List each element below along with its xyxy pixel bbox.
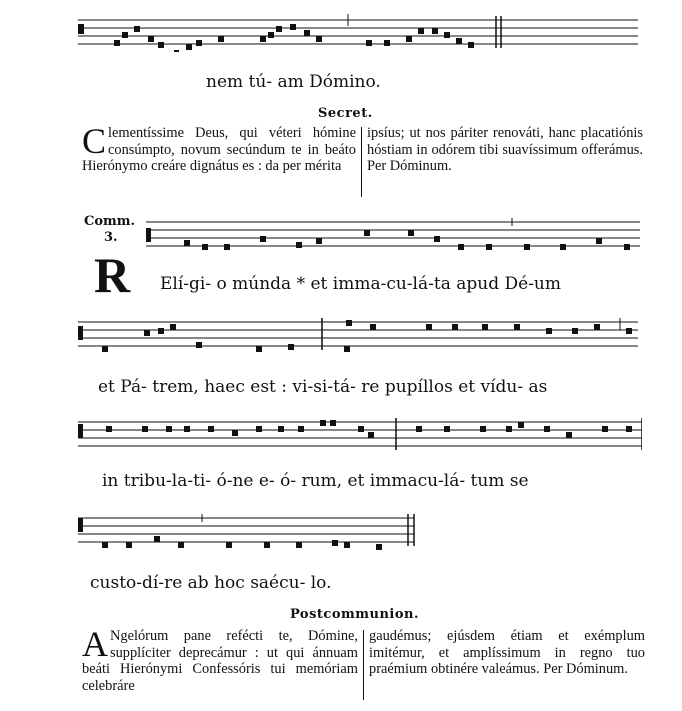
chant-staff-2 bbox=[146, 218, 642, 256]
secret-right-text: ipsíus; ut nos páriter renováti, hanc placatiónis hóstiam in odórem tibi suavíssimum offerámus. Per Dóminum. bbox=[367, 125, 643, 175]
chant-staff-3 bbox=[78, 318, 642, 356]
staff-1-lyric: nem tú- am Dómino. bbox=[206, 72, 381, 92]
staff-lines bbox=[146, 218, 642, 256]
postcommunion-heading: Postcommunion. bbox=[290, 607, 420, 622]
secret-heading: Secret. bbox=[318, 106, 373, 121]
secret-right-column bbox=[367, 125, 643, 175]
chant-staff-4 bbox=[78, 418, 642, 456]
chant-staff-5 bbox=[78, 514, 642, 552]
secret-left-text: lementíssime Deus, qui véteri hómine consúmpto, novum secúndum te in beáto Hierónymo creáre dignátus es : da per mérita bbox=[82, 125, 356, 175]
chant-staff-1 bbox=[78, 14, 642, 52]
communion-lyric-2: et Pá- trem, haec est : vi-si-tá- re pupíllos et vídu- as bbox=[98, 377, 548, 397]
postcommunion-initial: A bbox=[82, 624, 108, 664]
secret-left-column bbox=[82, 121, 356, 175]
postcommunion-column-divider bbox=[363, 630, 364, 700]
staff-lines bbox=[78, 418, 642, 458]
communion-lyric-3: in tribu-la-ti- ó-ne e- ó- rum, et immacu-lá- tum se bbox=[102, 471, 529, 491]
secret-initial: C bbox=[82, 121, 107, 161]
staff-lines bbox=[78, 318, 642, 358]
postcommunion-left-column bbox=[82, 624, 358, 694]
staff-lines bbox=[78, 514, 642, 556]
communion-lyric-4: custo-dí-re ab hoc saécu- lo. bbox=[90, 573, 332, 593]
postcommunion-right-column bbox=[369, 628, 645, 678]
communion-initial: R bbox=[94, 247, 131, 303]
postcommunion-left-text: Ngelórum pane reféсti te, Dómine, supplíciter deprecámur : ut qui ánnuam beáti Hierónymi Confessóris tui memóriam celebráre bbox=[82, 628, 358, 694]
communion-label: Comm. bbox=[84, 214, 136, 229]
secret-column-divider bbox=[361, 127, 362, 197]
communion-lyric-1: Elí-gi- o múnda * et imma-cu-lá-ta apud Dé-um bbox=[160, 274, 561, 294]
postcommunion-right-text: gaudémus; ejúsdem étiam et exémplum imitémur, et amplíssimum in regno tuo praémium obtinére valeámus. Per Dóminum. bbox=[369, 628, 645, 678]
communion-mode: 3. bbox=[104, 230, 118, 245]
staff-lines bbox=[78, 14, 642, 52]
